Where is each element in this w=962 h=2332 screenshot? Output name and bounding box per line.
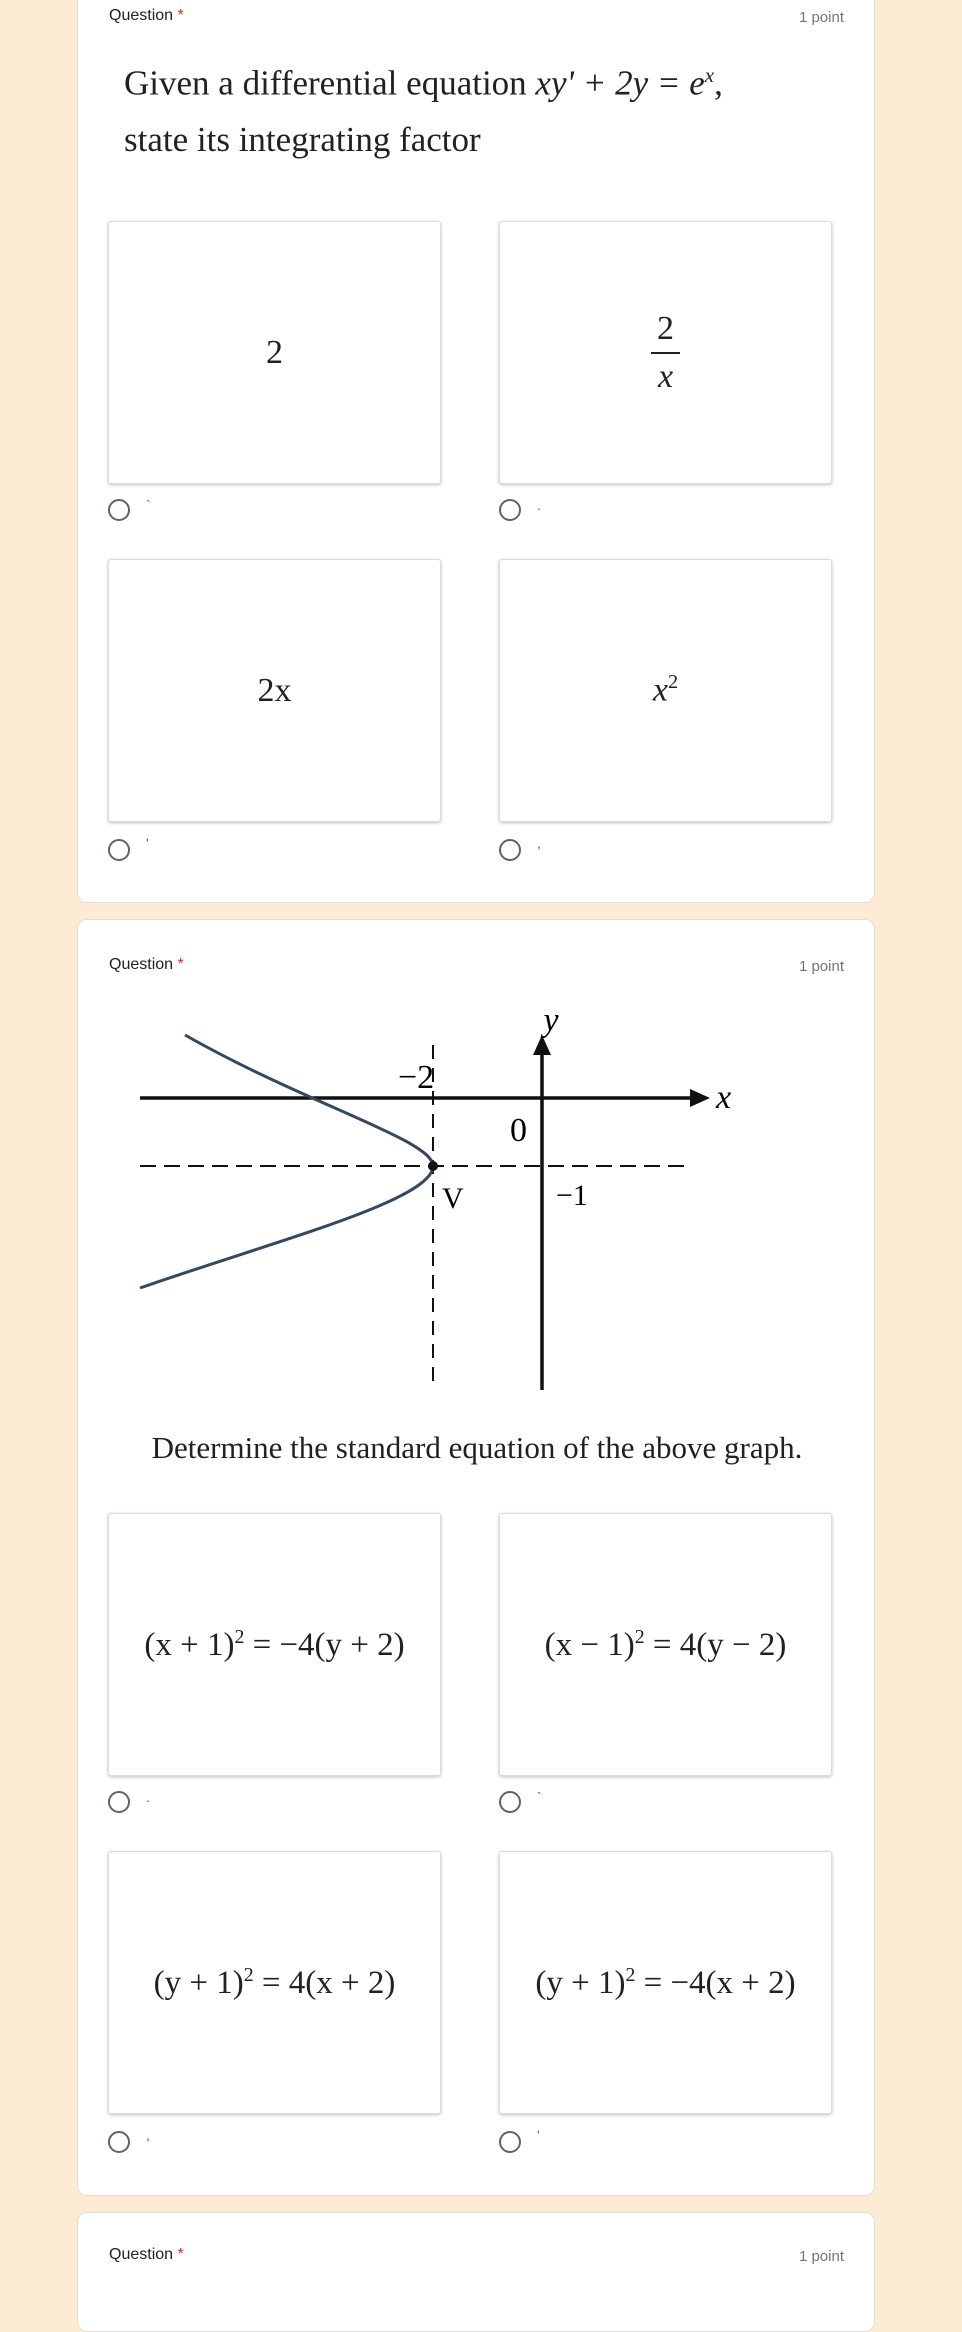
question-card-2 xyxy=(77,919,875,2196)
question-card-3 xyxy=(77,2212,875,2332)
prompt-suffix: , xyxy=(714,63,723,103)
option-4-equation xyxy=(535,1964,795,2002)
vertex-point xyxy=(428,1161,438,1171)
option-1-base: (x + 1) xyxy=(144,1626,235,1663)
option-3-radio[interactable] xyxy=(108,2131,130,2153)
x-axis-label: x xyxy=(716,1079,732,1116)
option-4-exponent: 2 xyxy=(667,671,679,694)
option-3-text: 2x xyxy=(257,671,292,709)
option-image-1[interactable] xyxy=(108,221,441,484)
option-2-rest: = 4(y − 2) xyxy=(644,1626,787,1663)
option-1-exponent: 2 xyxy=(234,1625,245,1648)
option-image-4[interactable] xyxy=(499,1851,832,2114)
x-marker-label: −2 xyxy=(398,1059,435,1096)
option-2-equation xyxy=(545,1626,787,1664)
prompt-line-2: state its integrating factor xyxy=(124,119,481,159)
required-marker: * xyxy=(177,956,184,973)
option-1-mark: . xyxy=(146,1789,150,1805)
option-3-mark: ' xyxy=(146,835,149,851)
option-image-3[interactable] xyxy=(108,1851,441,2114)
question-header xyxy=(109,956,184,974)
question-label: Question xyxy=(109,2246,174,2263)
option-3-mark: , xyxy=(146,2127,150,2143)
question-label: Question xyxy=(109,7,174,24)
option-3-radio[interactable] xyxy=(108,839,130,861)
option-1-rest: = −4(y + 2) xyxy=(244,1626,405,1663)
option-4-base: (y + 1) xyxy=(535,1964,626,2001)
option-2-fraction xyxy=(651,309,680,395)
parabola-graph xyxy=(78,1005,876,1445)
option-3-equation xyxy=(154,1964,396,2002)
points-label: 1 point xyxy=(798,958,844,975)
prompt-equation-exponent: x xyxy=(704,63,715,87)
question-card-1 xyxy=(77,0,875,903)
points-label: 1 point xyxy=(798,2248,844,2265)
option-3-base: (y + 1) xyxy=(153,1964,244,2001)
option-1-radio[interactable] xyxy=(108,1791,130,1813)
question-prompt xyxy=(124,47,723,168)
option-4-exponent: 2 xyxy=(625,1963,636,1986)
option-image-1[interactable] xyxy=(108,1513,441,1776)
option-image-2[interactable] xyxy=(499,1513,832,1776)
option-1-text: 2 xyxy=(266,333,283,371)
option-4-radio[interactable] xyxy=(499,2131,521,2153)
option-2-numerator: 2 xyxy=(651,312,680,354)
option-image-2[interactable] xyxy=(499,221,832,484)
prompt-equation: xy' + 2y = e xyxy=(535,63,705,103)
question-prompt: Determine the standard equation of the above graph. xyxy=(151,1430,803,1465)
option-2-radio[interactable] xyxy=(499,499,521,521)
option-2-denominator: x xyxy=(657,357,674,395)
option-1-radio[interactable] xyxy=(108,499,130,521)
option-4-rest: = −4(x + 2) xyxy=(635,1964,796,2001)
vertex-label: V xyxy=(442,1182,464,1215)
x-axis-arrow xyxy=(690,1089,710,1107)
option-1-equation xyxy=(144,1626,404,1664)
option-1-mark: ` xyxy=(146,497,151,513)
y-axis-label: y xyxy=(543,1005,559,1039)
option-3-rest: = 4(x + 2) xyxy=(253,1964,396,2001)
option-2-exponent: 2 xyxy=(634,1625,645,1648)
option-2-base: (x − 1) xyxy=(544,1626,635,1663)
option-3-exponent: 2 xyxy=(243,1963,254,1986)
question-header xyxy=(109,2246,184,2264)
option-image-3[interactable] xyxy=(108,559,441,822)
points-label: 1 point xyxy=(798,9,844,26)
required-marker: * xyxy=(177,2246,184,2263)
required-marker: * xyxy=(177,7,184,24)
question-header xyxy=(109,7,184,25)
option-4-expression xyxy=(653,671,678,709)
option-4-mark: , xyxy=(537,835,541,851)
option-4-base: x xyxy=(652,671,668,709)
option-2-mark: ` xyxy=(537,1789,542,1805)
option-2-radio[interactable] xyxy=(499,1791,521,1813)
option-4-radio[interactable] xyxy=(499,839,521,861)
prompt-prefix: Given a differential equation xyxy=(124,63,527,103)
question-label: Question xyxy=(109,956,174,973)
y-marker-label: −1 xyxy=(556,1179,588,1212)
option-2-mark: . xyxy=(537,497,541,513)
option-4-mark: ' xyxy=(537,2127,540,2143)
option-image-4[interactable] xyxy=(499,559,832,822)
origin-label: 0 xyxy=(510,1112,527,1149)
parabola-curve xyxy=(140,1035,433,1288)
